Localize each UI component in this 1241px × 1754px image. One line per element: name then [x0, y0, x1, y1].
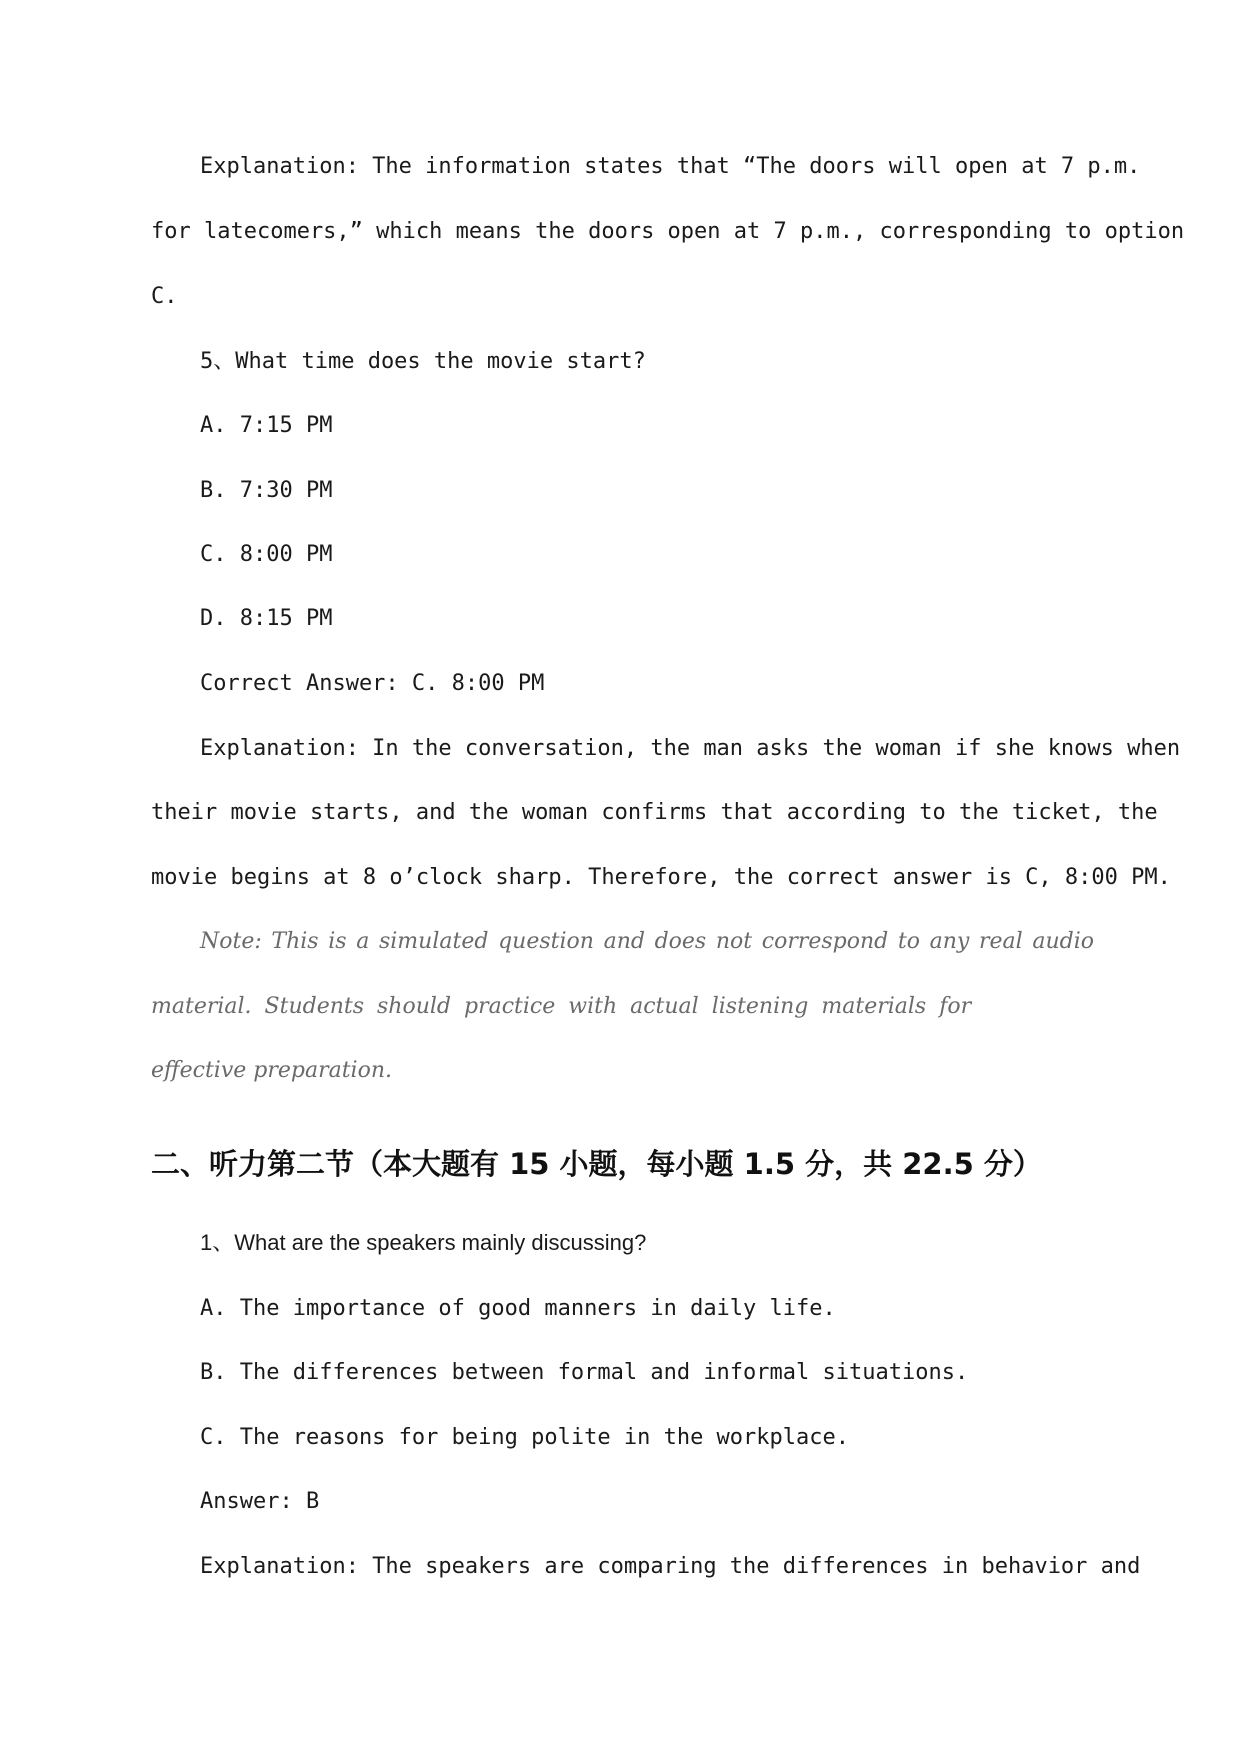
q5-option-c: C. 8:00 PM [200, 542, 333, 567]
s2-q1-explanation-line-1: Explanation: The speakers are comparing the differences in behavior and [200, 1554, 1141, 1579]
q5-explanation-line-2: their movie starts, and the woman confirms that according to the ticket, the [151, 800, 1158, 825]
s2-q1-option-c: C. The reasons for being polite in the workplace. [200, 1425, 850, 1450]
s2-q1-answer: Answer: B [200, 1489, 320, 1514]
s2-q1-option-b: B. The differences between formal and informal situations. [200, 1360, 969, 1385]
q5-option-a: A. 7:15 PM [200, 413, 333, 438]
q5-correct-answer: Correct Answer: C. 8:00 PM [200, 671, 545, 696]
q5-explanation-line-3: movie begins at 8 o’clock sharp. Therefore, the correct answer is C, 8:00 PM. [151, 865, 1171, 890]
q5-option-d: D. 8:15 PM [200, 606, 333, 631]
q5-option-b: B. 7:30 PM [200, 478, 333, 503]
s2-q1-option-a: A. The importance of good manners in daily life. [200, 1296, 836, 1321]
note-line-1: Note: This is a simulated question and does not correspond to any real audio [200, 929, 1094, 954]
q5-question: 5、What time does the movie start? [200, 349, 646, 374]
s2-q1-question: 1、What are the speakers mainly discussing? [200, 1230, 647, 1255]
note-line-2: material. Students should practice with actual listening materials for [151, 994, 972, 1019]
q4-explanation-line-1: Explanation: The information states that “The doors will open at 7 p.m. [200, 154, 1141, 179]
q4-explanation-line-3: C. [151, 284, 178, 309]
q5-explanation-line-1: Explanation: In the conversation, the man asks the woman if she knows when [200, 736, 1181, 761]
note-line-3: effective preparation. [151, 1058, 393, 1083]
q4-explanation-line-2: for latecomers,” which means the doors open at 7 p.m., corresponding to option [151, 219, 1185, 244]
section-heading: 二、听力第二节（本大题有 15 小题，每小题 1.5 分，共 22.5 分） [151, 1147, 1042, 1181]
